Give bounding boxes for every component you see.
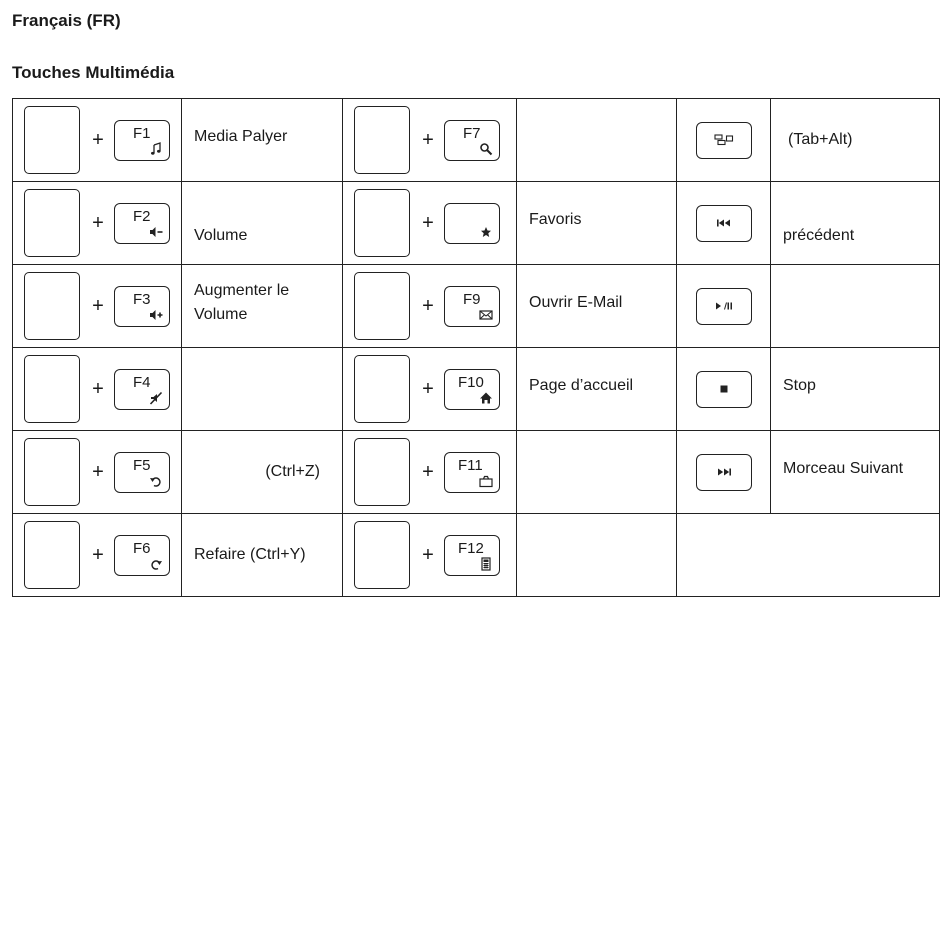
plus-sign: + — [422, 128, 434, 151]
plus-sign: + — [422, 294, 434, 317]
multimedia-keys-table — [12, 98, 940, 597]
key-description: Augmenter le Volume — [194, 282, 290, 323]
fn-key — [354, 106, 410, 174]
function-key — [444, 286, 500, 327]
key-description: Media Palyer — [194, 128, 288, 145]
undo-icon — [149, 474, 163, 488]
function-key-label: F12 — [458, 539, 484, 557]
fn-key — [24, 355, 80, 423]
function-key-label: F10 — [458, 373, 484, 391]
plus-sign: + — [92, 128, 104, 151]
table-row — [13, 431, 940, 514]
fn-key — [24, 189, 80, 257]
function-key-label: F3 — [133, 290, 151, 308]
key-combo — [13, 438, 181, 506]
key-description: Ouvrir E-Mail — [529, 294, 623, 311]
fn-key — [354, 438, 410, 506]
play-pause-icon — [715, 302, 733, 310]
function-key — [114, 203, 170, 244]
key-combo — [343, 106, 516, 174]
media-key — [696, 371, 752, 408]
function-key — [444, 120, 500, 161]
search-icon — [479, 142, 493, 156]
fn-key — [24, 106, 80, 174]
key-combo — [343, 355, 516, 423]
fn-key — [24, 272, 80, 340]
function-key — [114, 286, 170, 327]
function-key-label: F4 — [133, 373, 151, 391]
function-key-label: F11 — [458, 456, 483, 474]
fn-key — [24, 521, 80, 589]
briefcase-icon — [479, 474, 493, 488]
plus-sign: + — [92, 460, 104, 483]
volume-up-icon — [149, 308, 163, 322]
task-switch-icon — [714, 134, 734, 146]
fn-key — [354, 521, 410, 589]
key-combo — [343, 272, 516, 340]
media-key — [696, 205, 752, 242]
function-key — [114, 535, 170, 576]
media-key — [696, 454, 752, 491]
table-row — [13, 265, 940, 348]
plus-sign: + — [92, 294, 104, 317]
next-track-icon — [716, 468, 732, 476]
star-icon — [479, 225, 493, 239]
key-description: (Ctrl+Z) — [265, 463, 320, 480]
key-combo — [13, 189, 181, 257]
plus-sign: + — [422, 211, 434, 234]
language-title: Français (FR) — [12, 11, 121, 30]
section-title: Touches Multimédia — [12, 63, 175, 82]
mail-icon — [479, 308, 493, 322]
stop-icon — [720, 385, 728, 393]
plus-sign: + — [92, 377, 104, 400]
key-description: (Tab+Alt) — [788, 131, 853, 148]
empty-cell — [677, 514, 940, 597]
media-key — [696, 122, 752, 159]
key-combo — [13, 355, 181, 423]
key-combo — [13, 521, 181, 589]
table-row — [13, 182, 940, 265]
previous-track-icon — [716, 219, 732, 227]
fn-key — [354, 189, 410, 257]
table-row — [13, 514, 940, 597]
table-row — [13, 348, 940, 431]
key-combo — [13, 106, 181, 174]
key-description: Favoris — [529, 211, 582, 228]
function-key-label: F9 — [463, 290, 481, 308]
media-key — [696, 288, 752, 325]
key-description: Stop — [783, 377, 816, 394]
key-combo — [343, 438, 516, 506]
key-description: Volume — [194, 227, 248, 244]
key-combo — [343, 521, 516, 589]
function-key — [114, 120, 170, 161]
volume-down-icon — [149, 225, 163, 239]
function-key — [114, 369, 170, 410]
key-description: précédent — [783, 227, 855, 244]
plus-sign: + — [92, 211, 104, 234]
function-key-label: F6 — [133, 539, 151, 557]
function-key — [444, 369, 500, 410]
function-key — [114, 452, 170, 493]
redo-icon — [149, 557, 163, 571]
key-combo — [343, 189, 516, 257]
key-description: Page d’accueil — [529, 377, 634, 394]
fn-key — [354, 355, 410, 423]
key-description: Refaire (Ctrl+Y) — [194, 546, 306, 563]
fn-key — [354, 272, 410, 340]
key-combo — [13, 272, 181, 340]
plus-sign: + — [422, 460, 434, 483]
function-key-label: F2 — [133, 207, 151, 225]
mute-icon — [149, 391, 163, 405]
calculator-icon — [479, 557, 493, 571]
plus-sign: + — [92, 543, 104, 566]
function-key — [444, 203, 500, 244]
function-key-label: F7 — [463, 124, 481, 142]
function-key-label: F5 — [133, 456, 151, 474]
home-icon — [479, 391, 493, 405]
fn-key — [24, 438, 80, 506]
key-description: Morceau Suivant — [783, 460, 904, 477]
music-note-icon — [149, 142, 163, 156]
function-key — [444, 452, 500, 493]
plus-sign: + — [422, 543, 434, 566]
table-row — [13, 99, 940, 182]
function-key — [444, 535, 500, 576]
function-key-label: F1 — [133, 124, 151, 142]
plus-sign: + — [422, 377, 434, 400]
